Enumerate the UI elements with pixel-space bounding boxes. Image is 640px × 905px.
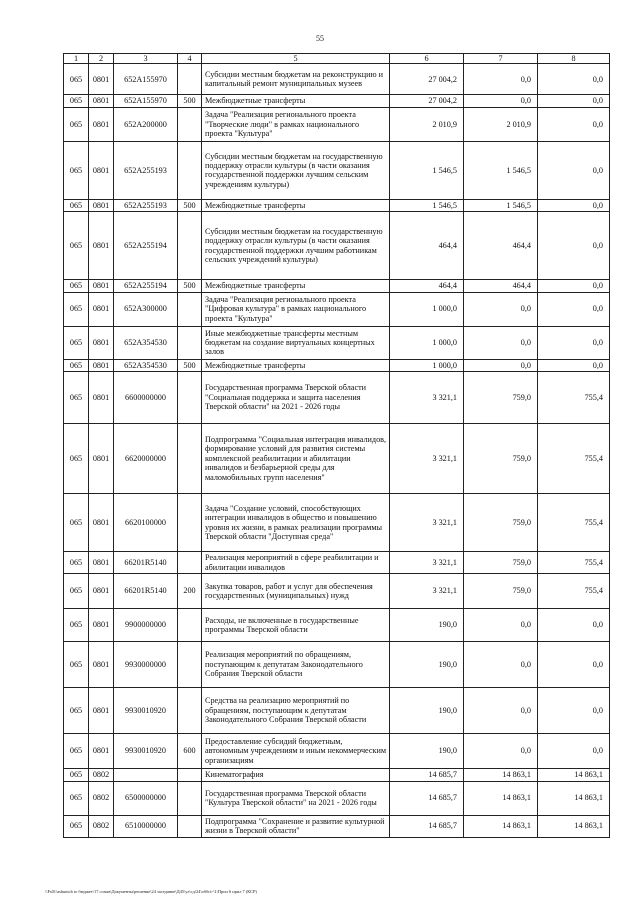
amount-year2-cell: 14 863,1	[464, 769, 538, 781]
amount-year3-cell: 0,0	[538, 734, 610, 769]
table-row	[64, 552, 610, 574]
code-ministry-cell: 065	[64, 688, 89, 734]
amount-year1-cell: 1 000,0	[390, 359, 464, 371]
table-row	[64, 199, 610, 211]
amount-year1-cell: 3 321,1	[390, 494, 464, 552]
target-article-cell: 9930000000	[114, 642, 178, 688]
amount-year3-cell: 755,4	[538, 424, 610, 494]
description-cell: Субсидии местным бюджетам на государственную поддержку отрасли культуры (в части оказания государственной поддержки лучшим работникам сельских учреждений культуры)	[202, 212, 390, 280]
amount-year3-cell: 0,0	[538, 609, 610, 642]
target-article-cell: 66201R5140	[114, 574, 178, 609]
amount-year1-cell: 3 321,1	[390, 424, 464, 494]
section-cell: 0801	[89, 372, 114, 424]
target-article-cell: 6500000000	[114, 781, 178, 815]
amount-year1-cell: 1 546,5	[390, 141, 464, 199]
amount-year2-cell: 0,0	[464, 95, 538, 107]
table-row	[64, 424, 610, 494]
amount-year1-cell: 1 546,5	[390, 199, 464, 211]
section-cell: 0801	[89, 574, 114, 609]
section-cell: 0801	[89, 552, 114, 574]
code-ministry-cell: 065	[64, 609, 89, 642]
table-row	[64, 292, 610, 326]
table-row	[64, 280, 610, 292]
section-cell: 0801	[89, 326, 114, 359]
amount-year3-cell: 14 863,1	[538, 769, 610, 781]
code-ministry-cell: 065	[64, 734, 89, 769]
expense-type-cell	[178, 141, 202, 199]
description-cell: Закупка товаров, работ и услуг для обеспечения государственных (муниципальных) нужд	[202, 574, 390, 609]
amount-year3-cell: 755,4	[538, 574, 610, 609]
section-cell: 0801	[89, 141, 114, 199]
amount-year2-cell: 464,4	[464, 280, 538, 292]
code-ministry-cell: 065	[64, 199, 89, 211]
amount-year1-cell: 3 321,1	[390, 552, 464, 574]
code-ministry-cell: 065	[64, 494, 89, 552]
code-ministry-cell: 065	[64, 781, 89, 815]
section-cell: 0801	[89, 494, 114, 552]
amount-year1-cell: 3 321,1	[390, 372, 464, 424]
column-header: 7	[464, 54, 538, 64]
description-cell: Задача "Создание условий, способствующих интеграции инвалидов в общество и повышению уровня их жизни, в рамках реализации программы Тверской области "Доступная среда"	[202, 494, 390, 552]
code-ministry-cell: 065	[64, 107, 89, 141]
column-number-row	[64, 54, 610, 64]
target-article-cell: 652A255194	[114, 280, 178, 292]
amount-year1-cell: 190,0	[390, 734, 464, 769]
amount-year1-cell: 2 010,9	[390, 107, 464, 141]
section-cell: 0801	[89, 292, 114, 326]
amount-year1-cell: 464,4	[390, 280, 464, 292]
code-ministry-cell: 065	[64, 574, 89, 609]
amount-year1-cell: 27 004,2	[390, 95, 464, 107]
expense-type-cell	[178, 815, 202, 837]
amount-year1-cell: 14 685,7	[390, 769, 464, 781]
section-cell: 0802	[89, 781, 114, 815]
code-ministry-cell: 065	[64, 280, 89, 292]
table-row	[64, 494, 610, 552]
amount-year2-cell: 0,0	[464, 292, 538, 326]
code-ministry-cell: 065	[64, 372, 89, 424]
amount-year2-cell: 0,0	[464, 359, 538, 371]
amount-year2-cell: 14 863,1	[464, 815, 538, 837]
code-ministry-cell: 065	[64, 326, 89, 359]
code-ministry-cell: 065	[64, 212, 89, 280]
amount-year1-cell: 1 000,0	[390, 292, 464, 326]
amount-year2-cell: 0,0	[464, 609, 538, 642]
target-article-cell: 652A155970	[114, 64, 178, 95]
amount-year3-cell: 14 863,1	[538, 815, 610, 837]
amount-year2-cell: 759,0	[464, 574, 538, 609]
target-article-cell: 652A354530	[114, 326, 178, 359]
amount-year2-cell: 0,0	[464, 734, 538, 769]
expense-type-cell	[178, 326, 202, 359]
section-cell: 0801	[89, 609, 114, 642]
amount-year1-cell: 1 000,0	[390, 326, 464, 359]
description-cell: Межбюджетные трансферты	[202, 280, 390, 292]
expense-type-cell: 500	[178, 199, 202, 211]
target-article-cell: 652A255193	[114, 199, 178, 211]
page-number: 55	[316, 34, 324, 43]
expense-type-cell	[178, 688, 202, 734]
table-row	[64, 688, 610, 734]
description-cell: Государственная программа Тверской области "Социальная поддержка и защита населения Тверской области" на 2021 - 2026 годы	[202, 372, 390, 424]
expense-type-cell	[178, 372, 202, 424]
amount-year2-cell: 0,0	[464, 64, 538, 95]
section-cell: 0802	[89, 815, 114, 837]
amount-year2-cell: 0,0	[464, 642, 538, 688]
table-row	[64, 141, 610, 199]
table-row	[64, 734, 610, 769]
expense-type-cell	[178, 769, 202, 781]
amount-year3-cell: 0,0	[538, 359, 610, 371]
section-cell: 0801	[89, 64, 114, 95]
expense-type-cell	[178, 609, 202, 642]
section-cell: 0801	[89, 688, 114, 734]
description-cell: Субсидии местным бюджетам на государственную поддержку отрасли культуры (в части оказания государственной поддержки лучшим сельским учреждениям культуры)	[202, 141, 390, 199]
description-cell: Подпрограмма "Социальная интеграция инвалидов, формирование условий для развития системы комплексной реабилитации и абилитации инвалидов и безбарьерной среды для маломобильных групп населения"	[202, 424, 390, 494]
section-cell: 0801	[89, 95, 114, 107]
code-ministry-cell: 065	[64, 141, 89, 199]
section-cell: 0801	[89, 212, 114, 280]
budget-table	[63, 53, 610, 838]
section-cell: 0801	[89, 280, 114, 292]
section-cell: 0802	[89, 769, 114, 781]
expense-type-cell	[178, 212, 202, 280]
expense-type-cell: 500	[178, 359, 202, 371]
table-row	[64, 326, 610, 359]
column-header: 2	[89, 54, 114, 64]
amount-year2-cell: 2 010,9	[464, 107, 538, 141]
amount-year3-cell: 0,0	[538, 212, 610, 280]
column-header: 8	[538, 54, 610, 64]
amount-year2-cell: 464,4	[464, 212, 538, 280]
target-article-cell: 652A354530	[114, 359, 178, 371]
description-cell: Реализация мероприятий в сфере реабилитации и абилитации инвалидов	[202, 552, 390, 574]
description-cell: Субсидии местным бюджетам на реконструкцию и капитальный ремонт муниципальных музеев	[202, 64, 390, 95]
code-ministry-cell: 065	[64, 292, 89, 326]
amount-year1-cell: 190,0	[390, 609, 464, 642]
code-ministry-cell: 065	[64, 359, 89, 371]
amount-year2-cell: 759,0	[464, 552, 538, 574]
target-article-cell: 652A155970	[114, 95, 178, 107]
description-cell: Расходы, не включенные в государственные программы Тверской области	[202, 609, 390, 642]
table-row	[64, 359, 610, 371]
amount-year2-cell: 1 546,5	[464, 141, 538, 199]
code-ministry-cell: 065	[64, 552, 89, 574]
description-cell: Государственная программа Тверской области "Культура Тверской области" на 2021 - 2026 годы	[202, 781, 390, 815]
description-cell: Кинематография	[202, 769, 390, 781]
amount-year3-cell: 755,4	[538, 552, 610, 574]
section-cell: 0801	[89, 107, 114, 141]
amount-year2-cell: 0,0	[464, 688, 538, 734]
description-cell: Реализация мероприятий по обращениям, поступающим к депутатам Законодательного Собрания Тверской области	[202, 642, 390, 688]
target-article-cell: 652A255193	[114, 141, 178, 199]
table-row	[64, 64, 610, 95]
amount-year3-cell: 14 863,1	[538, 781, 610, 815]
target-article-cell: 652A300000	[114, 292, 178, 326]
expense-type-cell	[178, 64, 202, 95]
column-header: 3	[114, 54, 178, 64]
amount-year3-cell: 0,0	[538, 292, 610, 326]
description-cell: Межбюджетные трансферты	[202, 359, 390, 371]
target-article-cell: 9930010920	[114, 734, 178, 769]
amount-year3-cell: 0,0	[538, 107, 610, 141]
description-cell: Предоставление субсидий бюджетным, автономным учреждениям и иным некоммерческим организациям	[202, 734, 390, 769]
amount-year2-cell: 1 546,5	[464, 199, 538, 211]
description-cell: Задача "Реализация регионального проекта "Цифровая культура" в рамках национального проекта "Культура"	[202, 292, 390, 326]
amount-year3-cell: 0,0	[538, 688, 610, 734]
code-ministry-cell: 065	[64, 815, 89, 837]
code-ministry-cell: 065	[64, 64, 89, 95]
expense-type-cell	[178, 781, 202, 815]
amount-year3-cell: 755,4	[538, 372, 610, 424]
amount-year3-cell: 0,0	[538, 280, 610, 292]
expense-type-cell: 500	[178, 280, 202, 292]
target-article-cell: 66201R5140	[114, 552, 178, 574]
expense-type-cell: 200	[178, 574, 202, 609]
amount-year3-cell: 0,0	[538, 95, 610, 107]
target-article-cell: 9930010920	[114, 688, 178, 734]
description-cell: Средства на реализацию мероприятий по обращениям, поступающим к депутатам Законодательного Собрания Тверской области	[202, 688, 390, 734]
code-ministry-cell: 065	[64, 95, 89, 107]
target-article-cell: 9900000000	[114, 609, 178, 642]
table-row	[64, 769, 610, 781]
expense-type-cell: 500	[178, 95, 202, 107]
expense-type-cell	[178, 424, 202, 494]
expense-type-cell	[178, 552, 202, 574]
target-article-cell: 6620000000	[114, 424, 178, 494]
amount-year1-cell: 3 321,1	[390, 574, 464, 609]
description-cell: Иные межбюджетные трансферты местным бюджетам на создание виртуальных концертных залов	[202, 326, 390, 359]
amount-year1-cell: 27 004,2	[390, 64, 464, 95]
table-row	[64, 609, 610, 642]
target-article-cell	[114, 769, 178, 781]
amount-year1-cell: 14 685,7	[390, 815, 464, 837]
amount-year1-cell: 190,0	[390, 688, 464, 734]
code-ministry-cell: 065	[64, 642, 89, 688]
table-row	[64, 212, 610, 280]
expense-type-cell	[178, 292, 202, 326]
section-cell: 0801	[89, 359, 114, 371]
section-cell: 0801	[89, 424, 114, 494]
amount-year3-cell: 0,0	[538, 326, 610, 359]
table-body	[64, 64, 610, 837]
description-cell: Подпрограмма "Сохранение и развитие культурной жизни в Тверской области"	[202, 815, 390, 837]
amount-year2-cell: 759,0	[464, 424, 538, 494]
description-cell: Задача "Реализация регионального проекта "Творческие люди" в рамках национального проекта "Культура"	[202, 107, 390, 141]
table-row	[64, 815, 610, 837]
section-cell: 0801	[89, 199, 114, 211]
target-article-cell: 6510000000	[114, 815, 178, 837]
section-cell: 0801	[89, 734, 114, 769]
code-ministry-cell: 065	[64, 424, 89, 494]
expense-type-cell	[178, 494, 202, 552]
amount-year3-cell: 0,0	[538, 642, 610, 688]
amount-year1-cell: 464,4	[390, 212, 464, 280]
target-article-cell: 6620100000	[114, 494, 178, 552]
amount-year3-cell: 0,0	[538, 199, 610, 211]
amount-year2-cell: 759,0	[464, 372, 538, 424]
target-article-cell: 652A200000	[114, 107, 178, 141]
expense-type-cell: 600	[178, 734, 202, 769]
amount-year1-cell: 190,0	[390, 642, 464, 688]
amount-year3-cell: 0,0	[538, 64, 610, 95]
column-header: 6	[390, 54, 464, 64]
description-cell: Межбюджетные трансферты	[202, 95, 390, 107]
column-header: 4	[178, 54, 202, 64]
table-row	[64, 574, 610, 609]
expense-type-cell	[178, 107, 202, 141]
target-article-cell: 652A255194	[114, 212, 178, 280]
section-cell: 0801	[89, 642, 114, 688]
table-row	[64, 372, 610, 424]
amount-year2-cell: 759,0	[464, 494, 538, 552]
file-path-footer: \\Fs01\ashuntcb to бюджет\17 созыв\Документы\решение\24 заседание\Д45\ул\сд\24\оббп\-\1\Прил 6 прил 7 (КСР)	[45, 889, 257, 894]
amount-year3-cell: 0,0	[538, 141, 610, 199]
table-row	[64, 95, 610, 107]
target-article-cell: 6600000000	[114, 372, 178, 424]
table-row	[64, 781, 610, 815]
amount-year3-cell: 755,4	[538, 494, 610, 552]
table-row	[64, 107, 610, 141]
description-cell: Межбюджетные трансферты	[202, 199, 390, 211]
code-ministry-cell: 065	[64, 769, 89, 781]
column-header: 5	[202, 54, 390, 64]
amount-year1-cell: 14 685,7	[390, 781, 464, 815]
amount-year2-cell: 0,0	[464, 326, 538, 359]
amount-year2-cell: 14 863,1	[464, 781, 538, 815]
column-header: 1	[64, 54, 89, 64]
table-row	[64, 642, 610, 688]
expense-type-cell	[178, 642, 202, 688]
